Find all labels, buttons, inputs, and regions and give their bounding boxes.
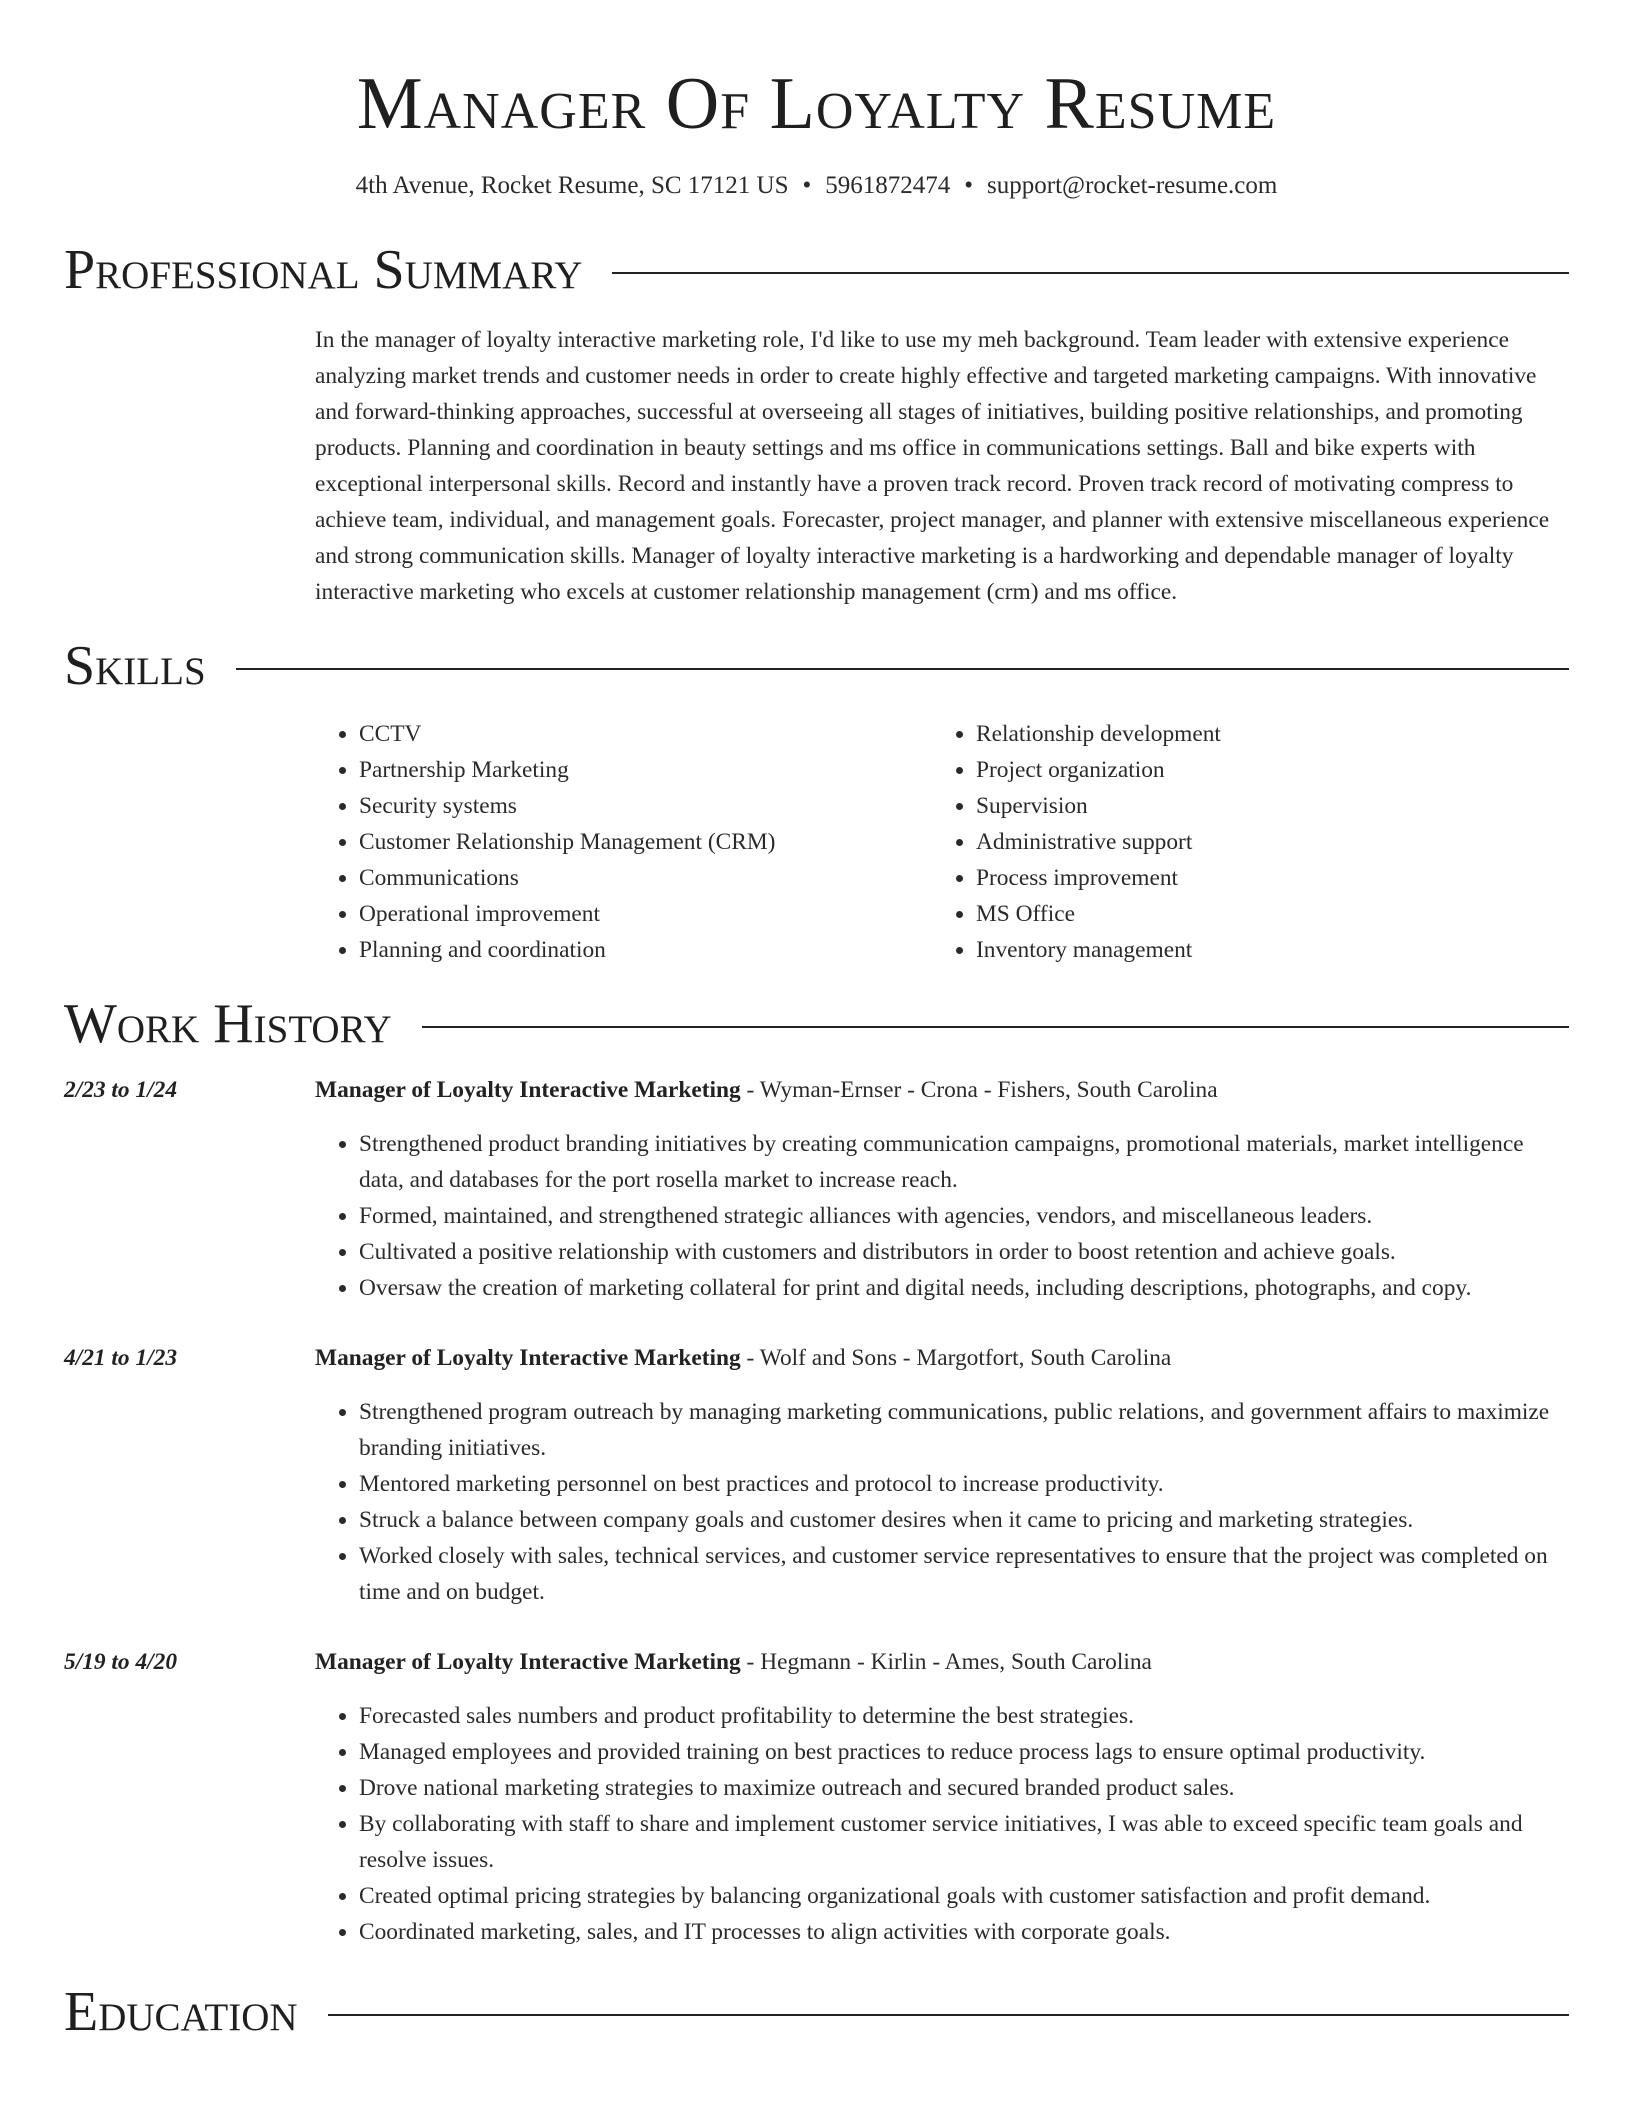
job-dates: 4/21 to 1/23 (64, 1345, 178, 1371)
job-bullet: • Struck a balance between company goals and customer desires when it came to pricing and marketing strategies. (359, 1502, 1569, 1538)
skill-item: • Inventory management (976, 932, 1221, 968)
job-bullets (315, 1698, 1569, 1950)
skill-item: • Customer Relationship Management (CRM) (359, 824, 932, 860)
skill-item: • Administrative support (976, 824, 1221, 860)
job-bullet: • By collaborating with staff to share and implement customer service initiatives, I was able to exceed specific team goals and resolve issues. (359, 1806, 1569, 1878)
contact-separator: • (964, 172, 974, 199)
job-dates: 2/23 to 1/24 (64, 1077, 178, 1103)
skill-item: • Process improvement (976, 860, 1221, 896)
job-body (315, 1644, 1569, 1950)
work-history-heading: Work History (64, 993, 392, 1055)
job-role-line (315, 1644, 1569, 1680)
education-section-header (64, 1980, 1569, 2044)
skills-section-header (64, 634, 1569, 698)
skills-grid (315, 716, 1569, 968)
job-bullet: • Forecasted sales numbers and product profitability to determine the best strategies. (359, 1698, 1569, 1734)
resume-page (64, 0, 1569, 2044)
job-role-line (315, 1340, 1569, 1376)
contact-phone: 5961872474 (825, 172, 951, 199)
job-employer-location: - Wyman-Ernser - Crona - Fishers, South Carolina (740, 1077, 1218, 1103)
job-bullet: • Created optimal pricing strategies by balancing organizational goals with customer satisfaction and profit demand. (359, 1878, 1569, 1914)
job-bullets (315, 1126, 1569, 1306)
contact-email: support@rocket-resume.com (987, 172, 1278, 199)
job-bullet: • Strengthened product branding initiatives by creating communication campaigns, promotional materials, market intelligence data, and databases for the port rosella market to increase reach. (359, 1126, 1569, 1198)
summary-text: In the manager of loyalty interactive marketing role, I'd like to use my meh background. Team leader with extensive experience analyzing market trends and customer needs in order to create highly effective and targeted marketing campaigns. With innovative and forward-thinking approaches, successful at overseeing all stages of initiatives, building positive relationships, and promoting products. Planning and coordination in beauty settings and ms office in communications settings. Ball and bike experts with exceptional interpersonal skills. Record and instantly have a proven track record. Proven track record of motivating compress to achieve team, individual, and management goals. Forecaster, project manager, and planner with extensive miscellaneous experience and strong communication skills. Manager of loyalty interactive marketing is a hardworking and dependable manager of loyalty interactive marketing who excels at customer relationship management (crm) and ms office. (315, 327, 1550, 605)
job-employer-location: - Wolf and Sons - Margotfort, South Carolina (740, 1345, 1172, 1371)
job-entry (64, 1340, 1569, 1610)
contact-address: 4th Avenue, Rocket Resume, SC 17121 US (355, 172, 789, 199)
job-bullet: • Managed employees and provided training on best practices to reduce process lags to ensure optimal productivity. (359, 1734, 1569, 1770)
resume-title: Manager Of Loyalty Resume (356, 63, 1277, 145)
job-bullet: • Cultivated a positive relationship with customers and distributors in order to boost retention and achieve goals. (359, 1234, 1569, 1270)
contact-line (64, 170, 1569, 202)
job-bullet: • Coordinated marketing, sales, and IT processes to align activities with corporate goals. (359, 1914, 1569, 1950)
job-bullet: • Strengthened program outreach by managing marketing communications, public relations, and government affairs to maximize branding initiatives. (359, 1394, 1569, 1466)
job-bullet: • Mentored marketing personnel on best practices and protocol to increase productivity. (359, 1466, 1569, 1502)
skill-item: • Planning and coordination (359, 932, 932, 968)
skills-list-right (932, 716, 1221, 968)
education-heading: Education (64, 1981, 298, 2043)
job-entry (64, 1072, 1569, 1306)
job-title: Manager of Loyalty Interactive Marketing (315, 1345, 741, 1371)
job-dates: 5/19 to 4/20 (64, 1649, 178, 1675)
section-divider (612, 272, 1569, 274)
job-bullet: • Worked closely with sales, technical services, and customer service representatives to ensure that the project was completed on time and on budget. (359, 1538, 1569, 1610)
work-history-section-header (64, 992, 1569, 1056)
job-entry (64, 1644, 1569, 1950)
section-divider (422, 1026, 1569, 1028)
skill-item: • Project organization (976, 752, 1221, 788)
job-body (315, 1072, 1569, 1306)
job-title: Manager of Loyalty Interactive Marketing (315, 1077, 741, 1103)
job-body (315, 1340, 1569, 1610)
job-employer-location: - Hegmann - Kirlin - Ames, South Carolina (740, 1649, 1152, 1675)
job-title: Manager of Loyalty Interactive Marketing (315, 1649, 741, 1675)
skill-item: • Security systems (359, 788, 932, 824)
job-role-line (315, 1072, 1569, 1108)
skill-item: • Partnership Marketing (359, 752, 932, 788)
job-bullets (315, 1394, 1569, 1610)
summary-heading: Professional Summary (64, 239, 583, 301)
section-divider (236, 668, 1569, 670)
section-divider (328, 2014, 1569, 2016)
skill-item: • MS Office (976, 896, 1221, 932)
skills-list-left (315, 716, 932, 968)
job-bullet: • Oversaw the creation of marketing collateral for print and digital needs, including descriptions, photographs, and copy. (359, 1270, 1569, 1306)
summary-section-header (64, 238, 1569, 302)
skills-heading: Skills (64, 635, 206, 697)
skill-item: • Supervision (976, 788, 1221, 824)
job-bullet: • Formed, maintained, and strengthened strategic alliances with agencies, vendors, and miscellaneous leaders. (359, 1198, 1569, 1234)
job-bullet: • Drove national marketing strategies to maximize outreach and secured branded product sales. (359, 1770, 1569, 1806)
skill-item: • Communications (359, 860, 932, 896)
skill-item: • Relationship development (976, 716, 1221, 752)
skill-item: • CCTV (359, 716, 932, 752)
contact-separator: • (802, 172, 812, 199)
skill-item: • Operational improvement (359, 896, 932, 932)
